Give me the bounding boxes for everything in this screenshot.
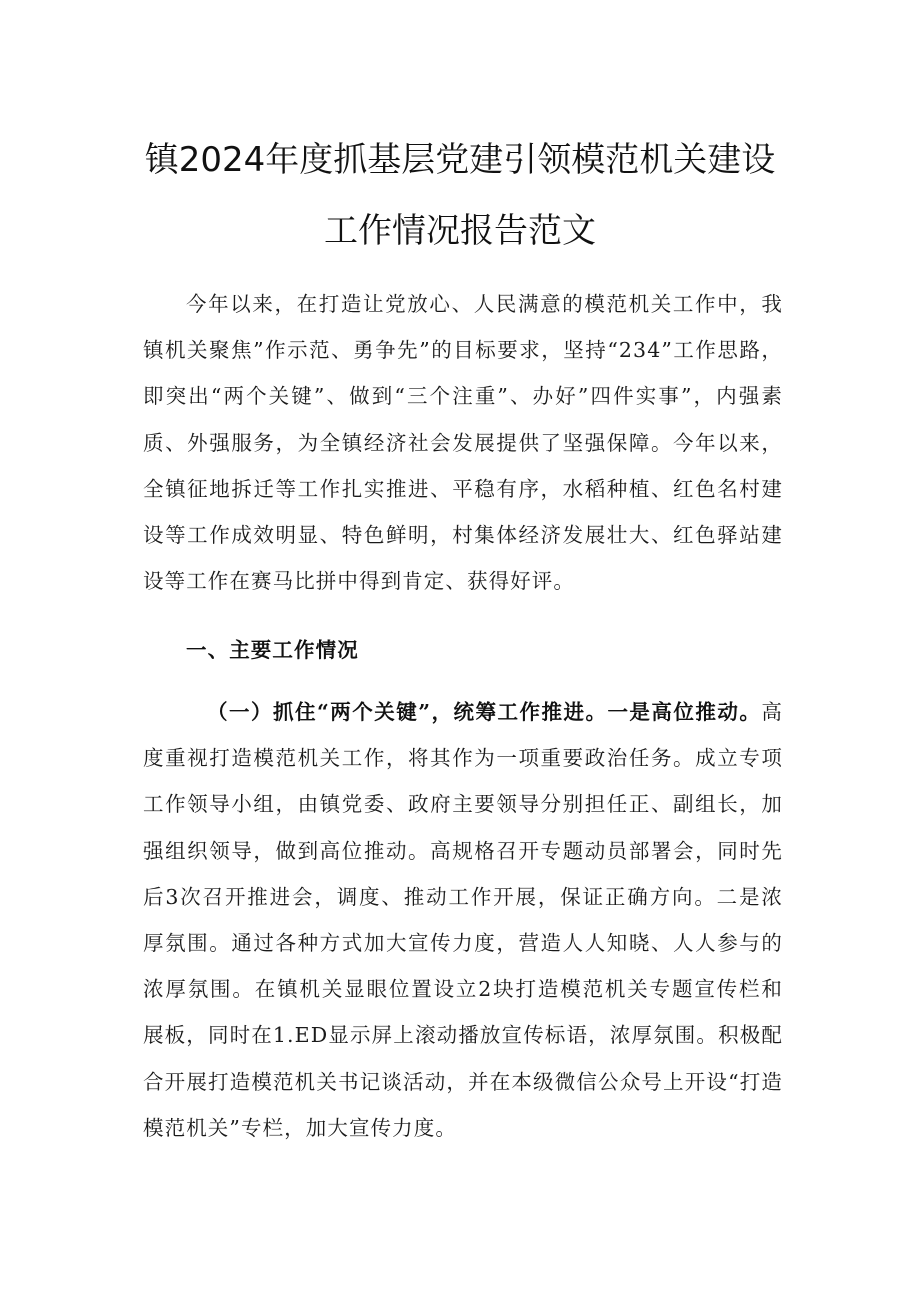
section-1-paragraph	[143, 689, 783, 1151]
section-heading: 一、主要工作情况	[186, 638, 359, 662]
document-title-line-1: 镇2024年度抓基层党建引领模范机关建设	[144, 140, 776, 180]
section-1-lead: （一）抓住“两个关键”，统筹工作推进。一是高位推动。	[207, 700, 762, 724]
section-1-body: 高度重视打造模范机关工作，将其作为一项重要政治任务。成立专项工作领导小组，由镇党委、政府主要领导分别担任正、副组长，加强组织领导，做到高位推动。高规格召开专题动员部署会，同时先后3次召开推进会，调度、推动工作开展，保证正确方向。二是浓厚氛围。通过各种方式加大宣传力度，营造人人知晓、人人参与的浓厚氛围。在镇机关显眼位置设立2块打造模范机关专题宣传栏和展板，同时在1.ED显示屏上滚动播放宣传标语，浓厚氛围。积极配合开展打造模范机关书记谈活动，并在本级微信公众号上开设“打造模范机关”专栏，加大宣传力度。	[143, 700, 783, 1140]
intro-paragraph: 今年以来，在打造让党放心、人民满意的模范机关工作中，我镇机关聚焦”作示范、勇争先”的目标要求，坚持“234”工作思路，即突出“两个关键”、做到“三个注重”、办好”四件实事”，内强素质、外强服务，为全镇经济社会发展提供了坚强保障。今年以来，全镇征地拆迁等工作扎实推进、平稳有序，水稻种植、红色名村建设等工作成效明显、特色鲜明，村集体经济发展壮大、红色驿站建设等工作在赛马比拼中得到肯定、获得好评。	[143, 292, 783, 594]
document-title-line-2: 工作情况报告范文	[324, 211, 596, 251]
